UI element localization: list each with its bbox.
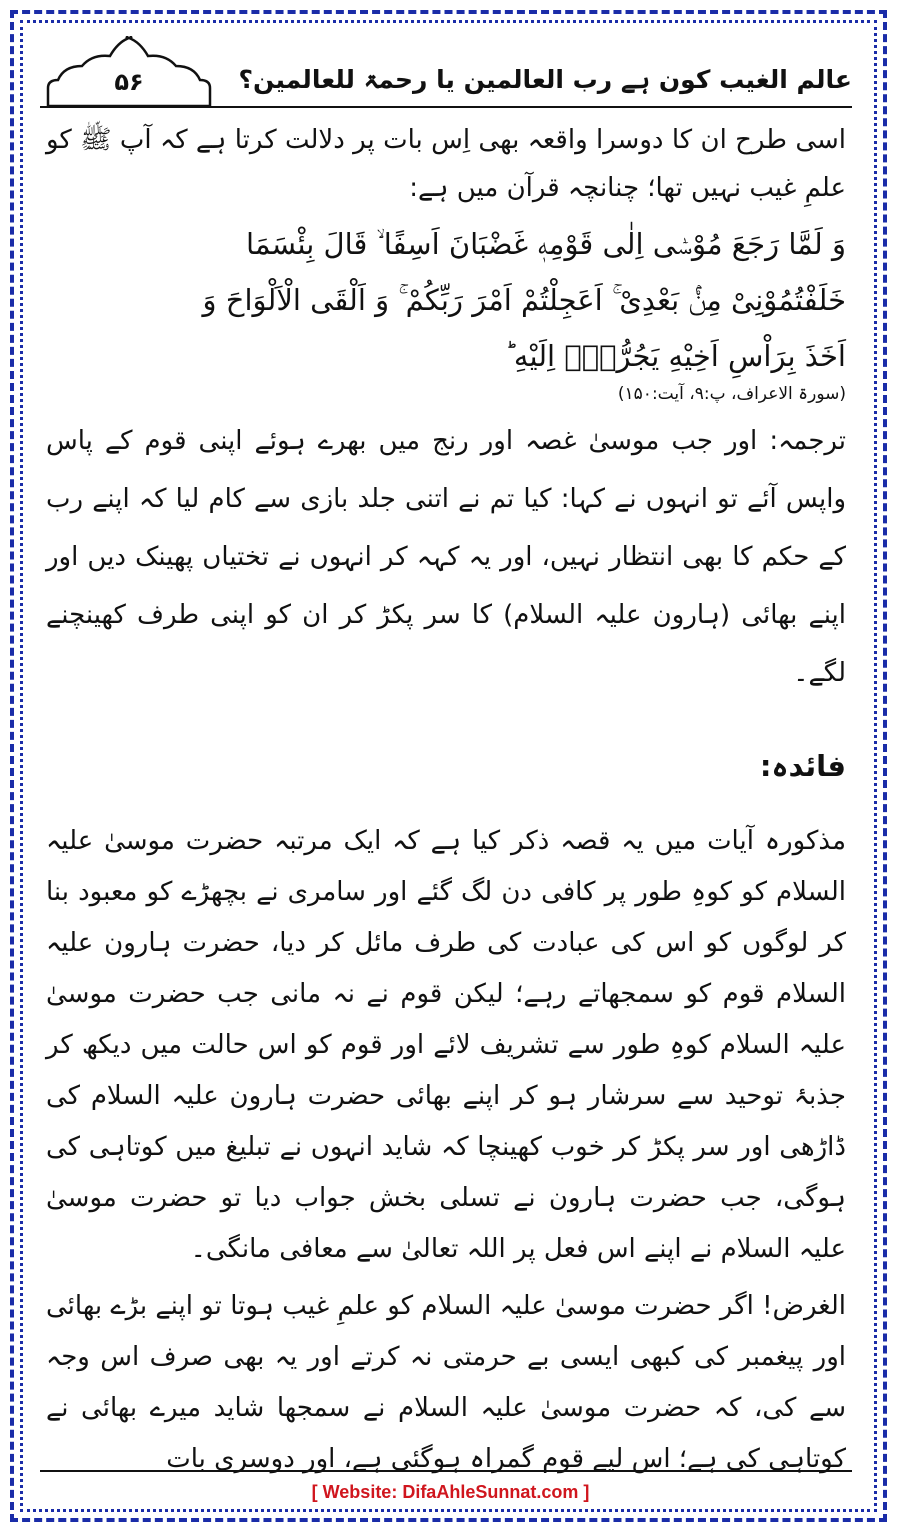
- page-title: عالم الغیب کون ہے رب العالمین یا رحمۃ للعالمین؟: [238, 65, 852, 94]
- page-number: ۵۶: [114, 68, 144, 96]
- translation-paragraph: [46, 412, 846, 702]
- verse-reference: (سورۃ الاعراف، پ:۹، آیت:۱۵۰): [617, 384, 846, 404]
- verse-line-3: اَخَذَ بِرَاْسِ اَخِیْهِ یَجُرُّهٗۤ اِلَیْهِ ؕ: [504, 339, 846, 373]
- quran-verse: [46, 220, 846, 408]
- translation-label: ترجمہ:: [769, 426, 846, 456]
- page-header: [40, 36, 852, 108]
- verse-line-2: خَلَفْتُمُوْنِیْ مِنْۢ بَعْدِیْ ۚ اَعَجِلْتُمْ اَمْرَ رَبِّكُمْ ۚ وَ اَلْقَى الْاَلْوَاحَ وَ: [202, 283, 846, 317]
- benefit-paragraph: مذکورہ آیات میں یہ قصہ ذکر کیا ہے کہ ایک مرتبہ حضرت موسیٰ علیہ السلام کو کوہِ طور پر کافی دن لگ گئے اور سامری نے بچھڑے کو معبود بنا کر لوگوں کو اس کی عبادت کی طرف مائل کر دیا، حضرت ہارون علیہ السلام قوم کو سمجھاتے رہے؛ لیکن قوم نے نہ مانی جب حضرت موسیٰ علیہ السلام کوہِ طور سے تشریف لائے اور قوم کو اس حالت میں دیکھ کر جذبۂ توحید سے سرشار ہو کر اپنے بھائی حضرت ہارون علیہ السلام کی ڈاڑھی اور سر پکڑ کر خوب کھینچا کہ شاید انہوں نے تبلیغ میں کوتاہی کی ہوگی، جب حضرت ہارون نے تسلی بخش جواب دیا تو حضرت موسیٰ علیہ السلام نے اپنے اس فعل پر اللہ تعالیٰ سے معافی مانگی۔: [46, 826, 846, 1264]
- footer-divider: [40, 1470, 852, 1472]
- verse-line-1: وَ لَمَّا رَجَعَ مُوْسٰۤى اِلٰى قَوْمِهٖ غَضْبَانَ اَسِفًا ۙ قَالَ بِئْسَمَا: [246, 227, 846, 261]
- benefit-heading: فائدہ:: [759, 749, 846, 783]
- website-link[interactable]: [ Website: DifaAhleSunnat.com ]: [311, 1482, 590, 1502]
- header-divider: [40, 106, 852, 108]
- intro-paragraph: اسی طرح ان کا دوسرا واقعہ بھی اِس بات پر دلالت کرتا ہے کہ آپ ﷺ کو علمِ غیب نہیں تھا؛ چنانچہ قرآن میں ہے:: [46, 125, 846, 203]
- conclusion-paragraph: الغرض! اگر حضرت موسیٰ علیہ السلام کو علمِ غیب ہوتا تو اپنے بڑے بھائی اور پیغمبر کی کبھی ایسی بے حرمتی نہ کرتے اور یہ بھی صرف اس وجہ سے کی، کہ حضرت موسیٰ علیہ السلام نے سمجھا شاید میرے بھائی نے کوتاہی کی ہے؛ اس لیے قوم گمراہ ہوگئی ہے، اور دوسری بات: [46, 1291, 846, 1474]
- page-number-badge: [44, 36, 214, 108]
- page-content: [46, 116, 846, 1485]
- translation-text: اور جب موسیٰ غصہ اور رنج میں بھرے ہوئے اپنی قوم کے پاس واپس آئے تو انہوں نے کہا: کیا تم نے اتنی جلد بازی سے کام لیا کہ اپنے رب کے حکم کا بھی انتظار نہیں، اور یہ کہہ کر انہوں نے تختیاں پھینک دیں اور اپنے بھائی (ہارون علیہ السلام) کا سر پکڑ کر ان کو اپنی طرف کھینچنے لگے۔: [46, 426, 846, 688]
